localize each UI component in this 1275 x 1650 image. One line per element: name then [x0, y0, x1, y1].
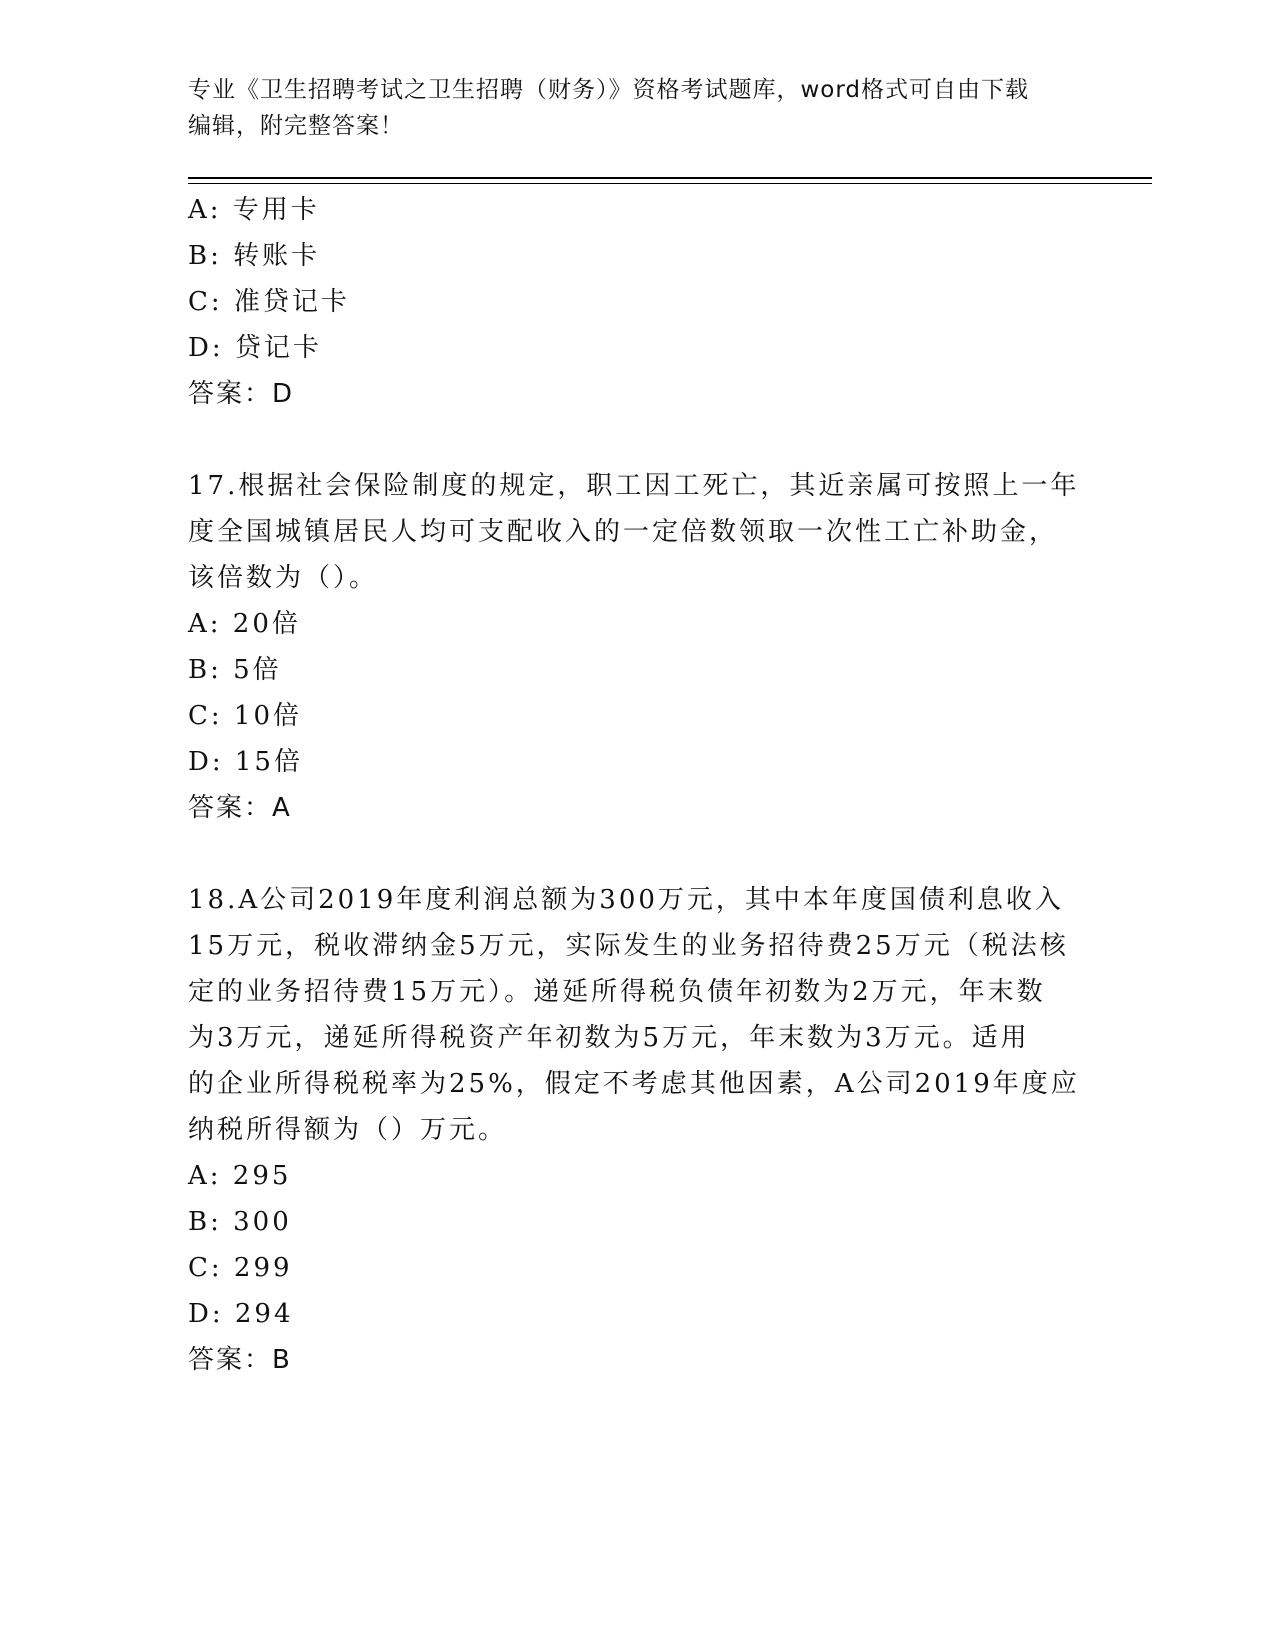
- option-b: B: 转账卡: [188, 241, 321, 271]
- option-a: A: 20倍: [188, 609, 301, 639]
- option-a: A: 295: [188, 1161, 292, 1191]
- header-line-1: 专业《卫生招聘考试之卫生招聘（财务）》资格考试题库，word格式可自由下载: [188, 77, 1030, 103]
- question-text-line: 定的业务招待费15万元）。递延所得税负债年初数为2万元，年末数: [188, 977, 1046, 1007]
- question-content: [188, 187, 1108, 1383]
- question-text-line: 纳税所得额为（）万元。: [188, 1115, 508, 1145]
- spacer: [188, 417, 1108, 463]
- option-d: D: 贷记卡: [188, 333, 322, 363]
- answer-line: 答案：B: [188, 1345, 292, 1375]
- option-b: B: 5倍: [188, 655, 282, 685]
- header-divider-thin: [188, 183, 1152, 184]
- question-17: [188, 463, 1108, 831]
- document-header: [188, 72, 1088, 144]
- option-c: C: 准贷记卡: [188, 287, 350, 317]
- question-text-line: 度全国城镇居民人均可支配收入的一定倍数领取一次性工亡补助金，: [188, 517, 1059, 547]
- option-c: C: 299: [188, 1253, 293, 1283]
- question-text-line: 15万元，税收滞纳金5万元，实际发生的业务招待费25万元（税法核: [188, 931, 1069, 961]
- option-a: A: 专用卡: [188, 195, 320, 225]
- question-text-line: 17.根据社会保险制度的规定，职工因工死亡，其近亲属可按照上一年: [188, 471, 1080, 501]
- header-line-2: 编辑，附完整答案！: [188, 113, 404, 139]
- answer-line: 答案：D: [188, 379, 295, 409]
- answer-line: 答案：A: [188, 793, 292, 823]
- option-d: D: 15倍: [188, 747, 303, 777]
- spacer: [188, 831, 1108, 877]
- question-18: [188, 877, 1108, 1383]
- question-text-line: 该倍数为（）。: [188, 563, 379, 593]
- question-text-line: 为3万元，递延所得税资产年初数为5万元，年末数为3万元。适用: [188, 1023, 1030, 1053]
- option-d: D: 294: [188, 1299, 294, 1329]
- question-16-options: [188, 187, 1108, 417]
- question-text-line: 的企业所得税税率为25%，假定不考虑其他因素，A公司2019年度应: [188, 1069, 1080, 1099]
- header-divider-thick: [188, 177, 1152, 179]
- option-c: C: 10倍: [188, 701, 303, 731]
- option-b: B: 300: [188, 1207, 292, 1237]
- question-text-line: 18.A公司2019年度利润总额为300万元，其中本年度国债利息收入: [188, 885, 1064, 915]
